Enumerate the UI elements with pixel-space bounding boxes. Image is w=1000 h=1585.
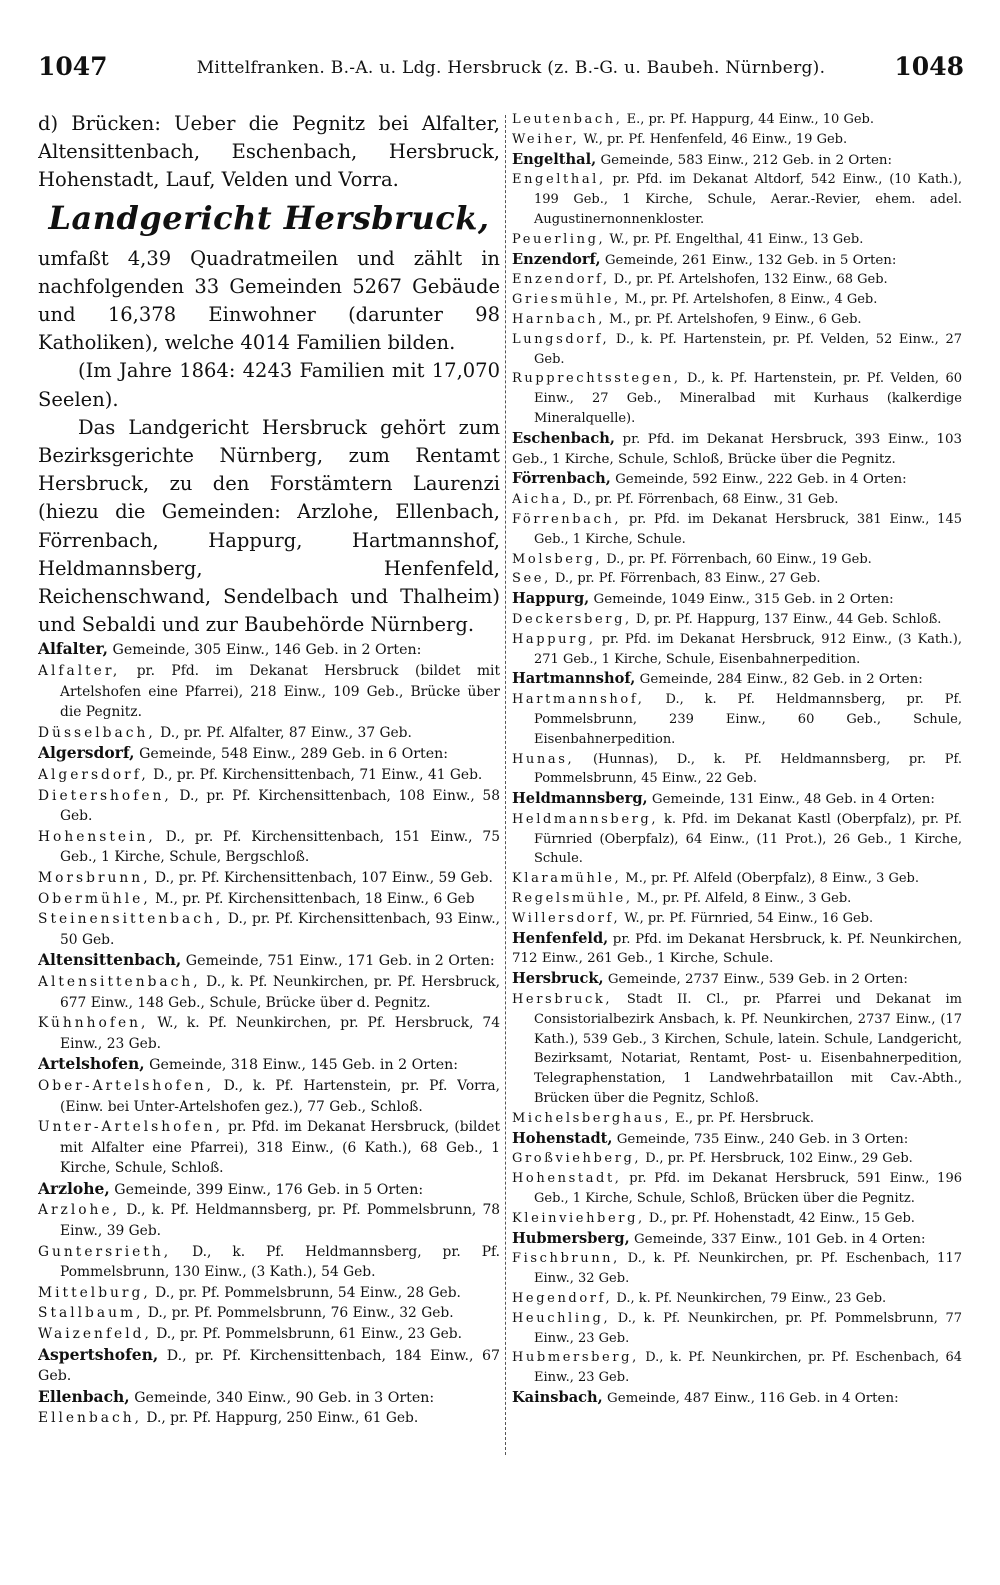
municipality-name: Hohenstadt, bbox=[512, 1129, 613, 1147]
municipality-summary: Gemeinde, 318 Einw., 145 Geb. in 2 Orten: bbox=[144, 1057, 459, 1074]
locality-entry bbox=[38, 1324, 500, 1345]
locality-name: Hersbruck, bbox=[512, 992, 613, 1008]
intro-paragraph: Das Landgericht Hersbruck gehört zum Bezirksgerichte Nürnberg, zum Rentamt Hersbruck, zu den Forstämtern Laurenzi (hiezu die Gemeinden: Arzlohe, Ellenbach, Förrenbach, Happurg, Hartmannshof, Heldmannsberg, Henfenfeld, Reichenschwand, Sendelbach und Thalheim) und Sebaldi und zur Baubehörde Nürnberg. bbox=[38, 415, 500, 637]
locality-name: Ellenbach, bbox=[38, 1410, 143, 1427]
locality-entry bbox=[512, 889, 962, 909]
locality-name: Aicha, bbox=[512, 492, 569, 508]
locality-details: E., pr. Pf. Hersbruck. bbox=[671, 1110, 814, 1126]
locality-name: Regelsmühle, bbox=[512, 891, 633, 907]
municipality-heading bbox=[512, 669, 962, 690]
locality-name: Obermühle, bbox=[38, 890, 151, 907]
locality-details: W., pr. Pf. Engelthal, 41 Einw., 13 Geb. bbox=[605, 231, 864, 247]
locality-entry bbox=[512, 490, 962, 510]
locality-entry bbox=[38, 661, 500, 723]
municipality-entry bbox=[38, 950, 500, 1054]
municipality-summary: Gemeinde, 751 Einw., 171 Geb. in 2 Orten: bbox=[181, 953, 495, 970]
page-number-right: 1048 bbox=[894, 52, 964, 81]
locality-entry bbox=[512, 230, 962, 250]
running-title: Mittelfranken. B.-A. u. Ldg. Hersbruck (z. B.-G. u. Baubeh. Nürnberg). bbox=[196, 58, 826, 78]
municipality-entry bbox=[512, 250, 962, 429]
locality-entry bbox=[512, 130, 962, 150]
locality-name: Harnbach, bbox=[512, 311, 605, 327]
municipality-entry bbox=[512, 150, 962, 250]
municipality-heading bbox=[38, 1054, 500, 1076]
locality-details: D., pr. Pf. Happurg, 250 Einw., 61 Geb. bbox=[142, 1410, 419, 1427]
locality-name: Hunas, bbox=[512, 751, 575, 767]
municipality-name: Eschenbach, bbox=[512, 429, 615, 447]
locality-entry bbox=[38, 765, 500, 786]
locality-name: Heuchling, bbox=[512, 1310, 611, 1326]
locality-details: Stadt II. Cl., pr. Pfarrei und Dekanat im Consistorialbezirk Ansbach, k. Pf. Neunkirchen, 2737 Einw., (17 Kath.), 539 Geb., 3 Kirchen, Schule, latein. Schule, Landgericht, Bezirksamt, Notariat, Rentamt, Post- u. Eisenbahnerpedition, Telegraphenstation, 1 Landwehrbataillon mit Cav.-Abth., Brücken über die Pegnitz, Schloß. bbox=[534, 992, 962, 1107]
municipality-name: Engelthal, bbox=[512, 150, 597, 168]
municipality-entry bbox=[38, 743, 500, 950]
municipality-heading bbox=[512, 250, 962, 271]
municipality-entry bbox=[38, 1179, 500, 1345]
locality-details: D., pr. Pf. Alfalter, 87 Einw., 37 Geb. bbox=[155, 724, 412, 741]
locality-entry bbox=[512, 1209, 962, 1229]
municipality-name: Algersdorf, bbox=[38, 743, 135, 763]
locality-entry bbox=[38, 909, 500, 950]
municipality-entry bbox=[512, 110, 962, 150]
locality-entry bbox=[38, 1242, 500, 1283]
locality-name: Hubmersberg, bbox=[512, 1350, 639, 1366]
municipality-entry bbox=[512, 1388, 962, 1409]
locality-name: Ober-Artelshofen, bbox=[38, 1077, 215, 1094]
locality-details: D., pr. Pf. Kirchensittenbach, 93 Einw., 50 Geb. bbox=[60, 911, 500, 948]
locality-details: D., pr. Pf. Hohenstadt, 42 Einw., 15 Geb. bbox=[644, 1210, 915, 1226]
municipality-name: Ellenbach, bbox=[38, 1386, 130, 1406]
locality-name: See, bbox=[512, 571, 551, 587]
locality-name: Fischbrunn, bbox=[512, 1251, 620, 1267]
locality-entry bbox=[512, 330, 962, 370]
municipality-summary: Gemeinde, 399 Einw., 176 Geb. in 5 Orten: bbox=[109, 1181, 424, 1198]
locality-name: Hohenstadt, bbox=[512, 1171, 622, 1187]
locality-name: Mittelburg, bbox=[38, 1284, 151, 1301]
locality-entry bbox=[512, 510, 962, 550]
locality-entry bbox=[38, 1303, 500, 1324]
municipality-entry bbox=[512, 789, 962, 929]
municipality-summary: Gemeinde, 131 Einw., 48 Geb. in 4 Orten: bbox=[647, 792, 935, 808]
locality-entry bbox=[38, 972, 500, 1013]
locality-details: pr. Pfd. im Dekanat Hersbruck, (bildet mit Alfalter eine Pfarrei), 318 Einw., (6 Kath.), 68 Geb., 1 Kirche, Schule, Schloß. bbox=[60, 1119, 500, 1177]
locality-name: Arzlohe, bbox=[38, 1202, 120, 1219]
locality-entry bbox=[512, 1109, 962, 1129]
locality-details: pr. Pfd. im Dekanat Hersbruck (bildet mit Artelshofen eine Pfarrei), 218 Einw., 109 Geb., Brücke über die Pegnitz. bbox=[60, 663, 500, 721]
locality-name: Förrenbach, bbox=[512, 511, 622, 527]
locality-details: M., pr. Pf. Artelshofen, 9 Einw., 6 Geb. bbox=[604, 311, 862, 327]
municipality-heading bbox=[38, 639, 500, 661]
locality-name: Alfalter, bbox=[38, 663, 121, 680]
right-column bbox=[512, 110, 962, 1510]
locality-name: Rupprechtsstegen, bbox=[512, 371, 681, 387]
locality-entry bbox=[512, 1309, 962, 1349]
locality-entry bbox=[512, 810, 962, 869]
municipality-name: Happurg, bbox=[512, 590, 590, 608]
municipality-entry bbox=[512, 969, 962, 1128]
municipality-summary: Gemeinde, 2737 Einw., 539 Geb. in 2 Orten: bbox=[603, 972, 908, 988]
municipality-summary: Gemeinde, 340 Einw., 90 Geb. in 3 Orten: bbox=[129, 1389, 435, 1406]
locality-details: E., pr. Pf. Happurg, 44 Einw., 10 Geb. bbox=[622, 112, 874, 127]
municipality-summary: Gemeinde, 592 Einw., 222 Geb. in 4 Orten: bbox=[610, 472, 907, 488]
municipality-entry bbox=[38, 1387, 500, 1429]
municipality-heading bbox=[512, 589, 962, 610]
locality-name: Hartmannshof, bbox=[512, 692, 645, 708]
locality-name: Dietershofen, bbox=[38, 787, 172, 804]
locality-details: D., k. Pf. Heldmannsberg, pr. Pf. Pommelsbrunn, 78 Einw., 39 Geb. bbox=[60, 1202, 500, 1240]
locality-entry bbox=[512, 750, 962, 790]
municipality-heading bbox=[512, 1388, 962, 1409]
municipality-entry bbox=[512, 589, 962, 669]
municipality-heading bbox=[38, 1345, 500, 1387]
locality-details: D., pr. Pf. Förrenbach, 68 Einw., 31 Geb. bbox=[568, 492, 839, 508]
municipality-name: Förrenbach, bbox=[512, 470, 611, 488]
municipality-heading bbox=[38, 743, 500, 765]
locality-entry bbox=[38, 889, 500, 910]
locality-entry bbox=[38, 1408, 500, 1429]
locality-details: D., pr. Pf. Förrenbach, 83 Einw., 27 Geb. bbox=[550, 571, 821, 587]
locality-entry bbox=[512, 310, 962, 330]
bridges-paragraph: d) Brücken: Ueber die Pegnitz bei Alfalter, Altensittenbach, Eschenbach, Hersbruck, Hohenstadt, Lauf, Velden und Vorra. bbox=[38, 112, 500, 192]
gazetteer-entries-left bbox=[38, 639, 500, 1429]
locality-entry bbox=[512, 369, 962, 428]
locality-entry bbox=[512, 1249, 962, 1289]
locality-entry bbox=[38, 723, 500, 744]
locality-name: Michelsberghaus, bbox=[512, 1110, 672, 1126]
locality-entry bbox=[512, 550, 962, 570]
locality-entry bbox=[38, 1013, 500, 1054]
municipality-name: Alfalter, bbox=[38, 639, 108, 659]
locality-name: Enzendorf, bbox=[512, 272, 610, 288]
locality-entry bbox=[512, 290, 962, 310]
municipality-name: Artelshofen, bbox=[38, 1054, 145, 1074]
page-header bbox=[38, 52, 964, 92]
locality-details: W., pr. Pf. Henfenfeld, 46 Einw., 19 Geb. bbox=[579, 131, 848, 147]
municipality-summary: Gemeinde, 735 Einw., 240 Geb. in 3 Orten: bbox=[612, 1131, 909, 1147]
locality-name: Engelthal, bbox=[512, 172, 606, 188]
locality-name: Großviehberg, bbox=[512, 1151, 642, 1167]
locality-entry bbox=[512, 1169, 962, 1209]
municipality-entry bbox=[38, 639, 500, 743]
locality-details: D., k. Pf. Hartenstein, pr. Pf. Velden, 60 Einw., 27 Geb., Mineralbad mit Kurhaus (kalkerdige Mineralquelle). bbox=[534, 371, 962, 426]
locality-entry bbox=[38, 1117, 500, 1179]
locality-name: Kühnhofen, bbox=[38, 1015, 149, 1032]
locality-details: D., pr. Pf. Pommelsbrunn, 76 Einw., 32 Geb. bbox=[143, 1305, 454, 1322]
locality-name: Griesmühle, bbox=[512, 292, 621, 308]
municipality-summary: Gemeinde, 305 Einw., 146 Geb. in 2 Orten: bbox=[107, 642, 422, 659]
locality-name: Deckersberg, bbox=[512, 611, 632, 627]
municipality-entry bbox=[512, 469, 962, 589]
locality-entry bbox=[38, 1076, 500, 1117]
locality-name: Altensittenbach, bbox=[38, 973, 201, 990]
locality-details: M., pr. Pf. Kirchensittenbach, 18 Einw., 6 Geb bbox=[150, 890, 475, 907]
locality-name: Unter-Artelshofen, bbox=[38, 1119, 223, 1136]
locality-details: M., pr. Pf. Artelshofen, 8 Einw., 4 Geb. bbox=[620, 292, 878, 308]
municipality-name: Aspertshofen, bbox=[38, 1344, 159, 1364]
municipality-heading bbox=[512, 969, 962, 990]
locality-entry bbox=[512, 690, 962, 749]
left-column bbox=[38, 110, 500, 1460]
locality-entry bbox=[512, 270, 962, 290]
locality-details: D., k. Pf. Hartenstein, pr. Pf. Velden, 52 Einw., 27 Geb. bbox=[534, 331, 962, 367]
locality-entry bbox=[38, 1200, 500, 1241]
municipality-name: Kainsbach, bbox=[512, 1389, 603, 1406]
locality-name: Guntersrieth, bbox=[38, 1243, 172, 1260]
section-title: Landgericht Hersbruck, bbox=[48, 198, 490, 237]
locality-details: D., pr. Pf. Artelshofen, 132 Einw., 68 Geb. bbox=[609, 272, 888, 288]
locality-name: Leutenbach, bbox=[512, 112, 623, 127]
intro-paragraph: (Im Jahre 1864: 4243 Familien mit 17,070 Seelen). bbox=[38, 359, 500, 411]
locality-details: M., pr. Pf. Alfeld, 8 Einw., 3 Geb. bbox=[632, 891, 852, 907]
municipality-entry bbox=[512, 1229, 962, 1388]
municipality-heading bbox=[512, 150, 962, 171]
locality-name: Molsberg, bbox=[512, 551, 603, 567]
locality-name: Klaramühle, bbox=[512, 871, 622, 887]
locality-name: Willersdorf, bbox=[512, 910, 621, 926]
municipality-heading bbox=[512, 1229, 962, 1250]
municipality-summary: pr. Pfd. im Dekanat Hersbruck, k. Pf. Neunkirchen, 712 Einw., 261 Geb., 1 Kirche, Schule. bbox=[512, 931, 962, 967]
intro-paragraph: umfaßt 4,39 Quadratmeilen und zählt in nachfolgenden 33 Gemeinden 5267 Gebäude und 16,378 Einwohner (darunter 98 Katholiken), welche 4014 Familien bilden. bbox=[38, 246, 500, 355]
municipality-heading bbox=[512, 1129, 962, 1150]
locality-details: (Hunnas), D., k. Pf. Heldmannsberg, pr. Pf. Pommelsbrunn, 45 Einw., 22 Geb. bbox=[534, 751, 962, 787]
locality-details: D., k. Pf. Heldmannsberg, pr. Pf. Pommelsbrunn, 239 Einw., 60 Geb., Schule, Eisenbahnerpedition. bbox=[534, 692, 962, 747]
locality-entry bbox=[512, 110, 962, 130]
locality-entry bbox=[512, 869, 962, 889]
locality-details: D., k. Pf. Neunkirchen, pr. Pf. Hersbruck, 677 Einw., 148 Geb., Schule, Brücke über d. Pegnitz. bbox=[60, 973, 500, 1011]
municipality-name: Henfenfeld, bbox=[512, 929, 609, 947]
municipality-summary: Gemeinde, 487 Einw., 116 Geb. in 4 Orten: bbox=[602, 1391, 899, 1406]
locality-name: Weiher, bbox=[512, 131, 580, 147]
municipality-heading bbox=[512, 929, 962, 970]
locality-entry bbox=[38, 868, 500, 889]
locality-details: M., pr. Pf. Alfeld (Oberpfalz), 8 Einw., 3 Geb. bbox=[621, 871, 920, 887]
locality-name: Kleinviehberg, bbox=[512, 1210, 645, 1226]
locality-name: Heldmannsberg, bbox=[512, 811, 659, 827]
locality-details: D., pr. Pf. Kirchensittenbach, 107 Einw., 59 Geb. bbox=[150, 869, 493, 886]
municipality-name: Hubmersberg, bbox=[512, 1229, 630, 1247]
municipality-name: Hersbruck, bbox=[512, 970, 604, 988]
locality-name: Hohenstein, bbox=[38, 828, 156, 845]
locality-name: Morsbrunn, bbox=[38, 869, 151, 886]
locality-details: pr. Pfd. im Dekanat Hersbruck, 912 Einw., (3 Kath.), 271 Geb., 1 Kirche, Schule, Eisenbahnerpedition. bbox=[534, 631, 962, 667]
municipality-entry bbox=[512, 1129, 962, 1229]
municipality-summary: Gemeinde, 583 Einw., 212 Geb. in 2 Orten: bbox=[596, 152, 893, 168]
municipality-summary: Gemeinde, 284 Einw., 82 Geb. in 2 Orten: bbox=[635, 672, 923, 688]
locality-entry bbox=[512, 1289, 962, 1309]
locality-name: Algersdorf, bbox=[38, 767, 149, 784]
municipality-entry bbox=[38, 1054, 500, 1179]
municipality-entry bbox=[512, 669, 962, 789]
locality-name: Lungsdorf, bbox=[512, 331, 610, 347]
municipality-heading bbox=[512, 789, 962, 810]
gazetteer-entries-right bbox=[512, 110, 962, 1409]
locality-entry bbox=[512, 630, 962, 670]
locality-details: D., k. Pf. Neunkirchen, pr. Pf. Eschenbach, 64 Einw., 23 Geb. bbox=[534, 1350, 962, 1386]
locality-details: D., pr. Pf. Pommelsbrunn, 54 Einw., 28 Geb. bbox=[150, 1284, 461, 1301]
municipality-name: Altensittenbach, bbox=[38, 950, 182, 970]
locality-name: Steinensittenbach, bbox=[38, 911, 224, 928]
locality-entry bbox=[38, 1283, 500, 1304]
locality-details: D., pr. Pf. Kirchensittenbach, 108 Einw., 58 Geb. bbox=[60, 787, 500, 825]
locality-details: k. Pfd. im Dekanat Kastl (Oberpfalz), pr. Pf. Fürnried (Oberpfalz), 64 Einw., (11 Prot.), 26 Geb., 1 Kirche, Schule. bbox=[534, 811, 962, 867]
municipality-heading bbox=[38, 1179, 500, 1201]
locality-details: D., pr. Pf. Kirchensittenbach, 151 Einw., 75 Geb., 1 Kirche, Schule, Bergschloß. bbox=[60, 828, 500, 866]
locality-name: Hegendorf, bbox=[512, 1291, 613, 1307]
locality-entry bbox=[38, 827, 500, 868]
municipality-summary: D., pr. Pf. Kirchensittenbach, 184 Einw., 67 Geb. bbox=[38, 1347, 500, 1385]
locality-details: D., k. Pf. Heldmannsberg, pr. Pf. Pommelsbrunn, 130 Einw., (3 Kath.), 54 Geb. bbox=[60, 1243, 500, 1281]
locality-entry bbox=[512, 990, 962, 1109]
locality-details: D., pr. Pf. Förrenbach, 60 Einw., 19 Geb. bbox=[602, 551, 872, 567]
locality-details: W., k. Pf. Neunkirchen, pr. Pf. Hersbruck, 74 Einw., 23 Geb. bbox=[60, 1015, 500, 1052]
municipality-entry bbox=[38, 1345, 500, 1387]
locality-details: D., k. Pf. Hartenstein, pr. Pf. Vorra, (Einw. bei Unter-Artelshofen gez.), 77 Geb., Schloß. bbox=[60, 1077, 500, 1115]
column-divider bbox=[505, 115, 506, 1455]
locality-name: Waizenfeld, bbox=[38, 1326, 152, 1343]
locality-details: D., k. Pf. Neunkirchen, pr. Pf. Eschenbach, 117 Einw., 32 Geb. bbox=[534, 1251, 962, 1287]
municipality-heading bbox=[512, 469, 962, 490]
locality-details: pr. Pfd. im Dekanat Altdorf, 542 Einw., (10 Kath.), 199 Geb., 1 Kirche, Schule, Aerar.-Revier, ehem. adel. Augustinernonnenkloster. bbox=[534, 172, 962, 227]
locality-details: pr. Pfd. im Dekanat Hersbruck, 591 Einw., 196 Geb., 1 Kirche, Schule, Schloß, Brücken über die Pegnitz. bbox=[534, 1171, 962, 1207]
municipality-name: Arzlohe, bbox=[38, 1178, 110, 1198]
municipality-heading bbox=[38, 1387, 500, 1409]
locality-details: pr. Pfd. im Dekanat Hersbruck, 381 Einw., 145 Geb., 1 Kirche, Schule. bbox=[534, 511, 962, 547]
municipality-summary: Gemeinde, 261 Einw., 132 Geb. in 5 Orten: bbox=[600, 252, 897, 268]
locality-details: W., pr. Pf. Fürnried, 54 Einw., 16 Geb. bbox=[620, 910, 874, 926]
page-number-left: 1047 bbox=[38, 52, 108, 81]
municipality-summary: pr. Pfd. im Dekanat Hersbruck, 393 Einw., 103 Geb., 1 Kirche, Schule, Schloß, Brücke über die Pegnitz. bbox=[512, 431, 962, 467]
locality-name: Stallbaum, bbox=[38, 1305, 144, 1322]
municipality-entry bbox=[512, 429, 962, 470]
municipality-heading bbox=[512, 429, 962, 470]
locality-name: Düsselbach, bbox=[38, 724, 156, 741]
locality-details: D., pr. Pf. Pommelsbrunn, 61 Einw., 23 Geb. bbox=[151, 1326, 463, 1343]
locality-entry bbox=[512, 909, 962, 929]
municipality-entry bbox=[512, 929, 962, 970]
municipality-name: Hartmannshof, bbox=[512, 670, 636, 688]
locality-details: D., pr. Pf. Hersbruck, 102 Einw., 29 Geb. bbox=[641, 1151, 913, 1167]
municipality-summary: Gemeinde, 337 Einw., 101 Geb. in 4 Orten: bbox=[629, 1231, 926, 1247]
locality-details: D, pr. Pf. Happurg, 137 Einw., 44 Geb. Schloß. bbox=[631, 611, 942, 627]
locality-entry bbox=[512, 569, 962, 589]
locality-entry bbox=[512, 170, 962, 229]
locality-details: D., k. Pf. Neunkirchen, pr. Pf. Pommelsbrunn, 77 Einw., 23 Geb. bbox=[534, 1310, 962, 1346]
locality-details: D., k. Pf. Neunkirchen, 79 Einw., 23 Geb. bbox=[612, 1291, 887, 1307]
municipality-name: Heldmannsberg, bbox=[512, 790, 648, 808]
locality-name: Peuerling, bbox=[512, 231, 606, 247]
locality-entry bbox=[512, 610, 962, 630]
locality-entry bbox=[512, 1149, 962, 1169]
locality-entry bbox=[512, 1348, 962, 1388]
locality-details: D., pr. Pf. Kirchensittenbach, 71 Einw., 41 Geb. bbox=[148, 767, 483, 784]
municipality-summary: Gemeinde, 548 Einw., 289 Geb. in 6 Orten: bbox=[134, 746, 449, 763]
locality-entry bbox=[38, 786, 500, 827]
municipality-name: Enzendorf, bbox=[512, 250, 601, 268]
municipality-summary: Gemeinde, 1049 Einw., 315 Geb. in 2 Orten: bbox=[589, 592, 894, 608]
municipality-heading bbox=[38, 950, 500, 972]
locality-name: Happurg, bbox=[512, 631, 596, 647]
